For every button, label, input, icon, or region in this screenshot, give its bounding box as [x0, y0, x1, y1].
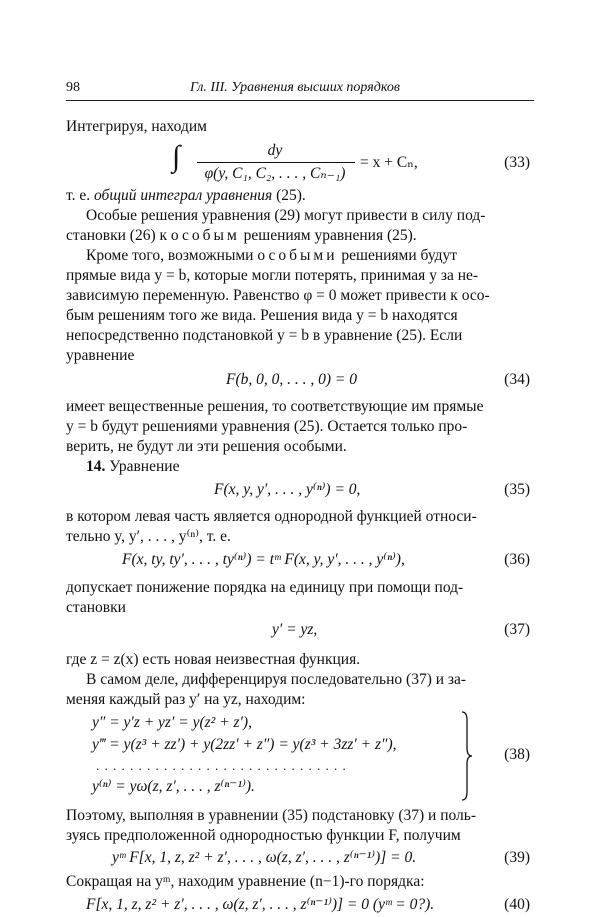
eq33-numerator: dy [267, 142, 283, 159]
eq37: y′ = yz, [272, 621, 318, 638]
text-line: т. е. общий интеграл уравнения (25). [66, 187, 306, 204]
eq36-label: (36) [504, 551, 530, 568]
section-heading: 14. Уравнение [86, 458, 180, 475]
eq38-label: (38) [504, 746, 530, 763]
text-line: Интегрируя, находим [66, 118, 207, 135]
eq38-dots: . . . . . . . . . . . . . . . . . . . . . . . . . . . . . . [96, 758, 347, 773]
eq35: F(x, y, y′, . . . , y⁽ⁿ⁾) = 0, [214, 481, 361, 498]
text-line: Кроме того, возможными особыми решениями будут [86, 247, 458, 264]
text-line: где z = z(x) есть новая неизвестная функция. [66, 651, 361, 668]
text-line: Сокращая на yᵐ, находим уравнение (n−1)-го порядка: [66, 873, 425, 890]
text-line: тельно y, y′, . . . , y⁽ⁿ⁾, т. е. [66, 528, 231, 545]
eq40: F[x, 1, z, z² + z′, . . . , ω(z, z′, . . . , z⁽ⁿ⁻¹⁾)] = 0 (yᵐ = 0?). [86, 896, 435, 913]
text-line: становки [66, 599, 126, 616]
eq33-label: (33) [504, 154, 530, 171]
text-line: зуясь предположенной однородностью функции F, получим [66, 827, 461, 844]
eq35-label: (35) [504, 481, 530, 498]
text-line: прямые вида y = b, которые могли потерять, принимая y за не- [66, 267, 479, 284]
text-line: верить, не будут ли эти решения особыми. [66, 438, 347, 455]
eq33-rhs: = x + Cₙ, [360, 154, 418, 171]
eq39-label: (39) [504, 849, 530, 866]
eq33-denominator: φ(y, C₁, C₂, . . . , Cₙ₋₁) [204, 165, 346, 182]
text-line: бым решениям того же вида. Решения вида y = b находятся [66, 307, 458, 324]
text-line: становки (26) к особым решениям уравнения (25). [66, 227, 417, 244]
eq36: F(x, ty, ty′, . . . , ty⁽ⁿ⁾) = tᵐ F(x, y, y′, . . . , y⁽ⁿ⁾), [122, 551, 405, 568]
eq39: yᵐ F[x, 1, z, z² + z′, . . . , ω(z, z′, . . . , z⁽ⁿ⁻¹⁾)] = 0. [112, 849, 417, 866]
eq34-label: (34) [504, 371, 530, 388]
header-rule [66, 100, 534, 101]
text-line: Особые решения уравнения (29) могут привести в силу под- [86, 207, 486, 224]
eq34: F(b, 0, 0, . . . , 0) = 0 [226, 371, 358, 388]
eq40-label: (40) [504, 896, 530, 913]
text-line: в котором левая часть является однородной функцией относи- [66, 508, 477, 525]
text-line: Поэтому, выполняя в уравнении (35) подстановку (37) и поль- [66, 807, 477, 824]
text-line: меняя каждый раз y′ на yz, находим: [66, 691, 306, 708]
running-title: Гл. III. Уравнения высших порядков [190, 80, 400, 95]
text-line: имеет вещественные решения, то соответствующие им прямые [66, 398, 484, 415]
text-line: допускает понижение порядка на единицу при помощи под- [66, 579, 464, 596]
eq37-label: (37) [504, 621, 530, 638]
right-brace-icon [460, 710, 474, 802]
text-line: В самом деле, дифференцируя последовательно (37) и за- [86, 671, 467, 688]
eq33-fraction-bar [197, 162, 355, 163]
eq38-line1: y″ = y′z + yz′ = y(z² + z′), [92, 714, 252, 731]
eq38-line3: y⁽ⁿ⁾ = yω(z, z′, . . . , z⁽ⁿ⁻¹⁾). [92, 778, 255, 795]
page-number: 98 [66, 80, 80, 95]
text-line: уравнение [66, 347, 135, 364]
text-line: зависимую переменную. Равенство φ = 0 может привести к осо- [66, 287, 490, 304]
integral-sign: ∫ [172, 140, 181, 173]
eq38-line2: y‴ = y(z³ + zz′) + y(2zz′ + z″) = y(z³ + 3zz′ + z″), [92, 736, 397, 753]
text-line: непосредственно подстановкой y = b в уравнение (25). Если [66, 327, 463, 344]
text-line: y = b будут решениями уравнения (25). Остается только про- [66, 418, 468, 435]
